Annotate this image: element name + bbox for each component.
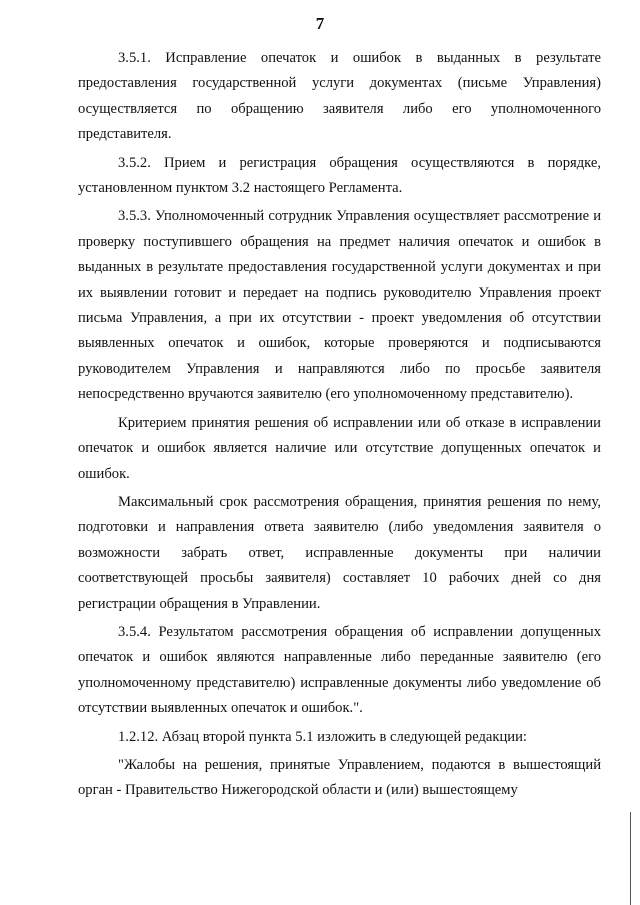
paragraph-3-5-4: 3.5.4. Результатом рассмотрения обращения об исправлении допущенных опечаток и ошибок являются направленные либо переданные заявителю (его уполномоченному представителю) исправленные документы либо уведомление об отсутствии выявленных опечаток и ошибок.".: [78, 623, 601, 717]
paragraph-3-5-2: 3.5.2. Прием и регистрация обращения осуществляются в порядке, установленном пунктом 3.2 настоящего Регламента.: [78, 154, 601, 197]
paragraph-3-5-3: 3.5.3. Уполномоченный сотрудник Управления осуществляет рассмотрение и проверку поступившего обращения на предмет наличия опечаток и ошибок в выданных в результате предоставления государственной услуги документах и при их выявлении готовит и передает на подпись руководителю Управления проект письма Управления, а при их отсутствии - проект уведомления об отсутствии выявленных опечаток и ошибок, которые проверяются и подписываются руководителем Управления и направляются либо по просьбе заявителя непосредственно вручаются заявителю (его уполномоченному представителю).: [78, 208, 601, 403]
scan-margin-line: [630, 812, 631, 905]
paragraph-criterion: Критерием принятия решения об исправлении или об отказе в исправлении опечаток и ошибок является наличие или отсутствие допущенных опечаток и ошибок.: [78, 414, 601, 482]
paragraph-3-5-1: 3.5.1. Исправление опечаток и ошибок в выданных в результате предоставления государственной услуги документах (письме Управления) осуществляется по обращению заявителя либо его уполномоченного представителя.: [78, 50, 601, 143]
paragraph-max-term: Максимальный срок рассмотрения обращения, принятия решения по нему, подготовки и направления ответа заявителю (либо уведомления заявителя о возможности забрать ответ, исправленные документы при наличии соответствующей просьбы заявителя) составляет 10 рабочих дней со дня регистрации обращения в Управлении.: [78, 493, 601, 612]
document-body: [78, 46, 601, 804]
paragraph-complaints: "Жалобы на решения, принятые Управлением, подаются в вышестоящий орган - Правительство Нижегородской области и (или) вышестоящему: [78, 756, 601, 799]
page-number: 7: [315, 14, 325, 33]
paragraph-1-2-12: 1.2.12. Абзац второй пункта 5.1 изложить в следующей редакции:: [118, 728, 527, 745]
